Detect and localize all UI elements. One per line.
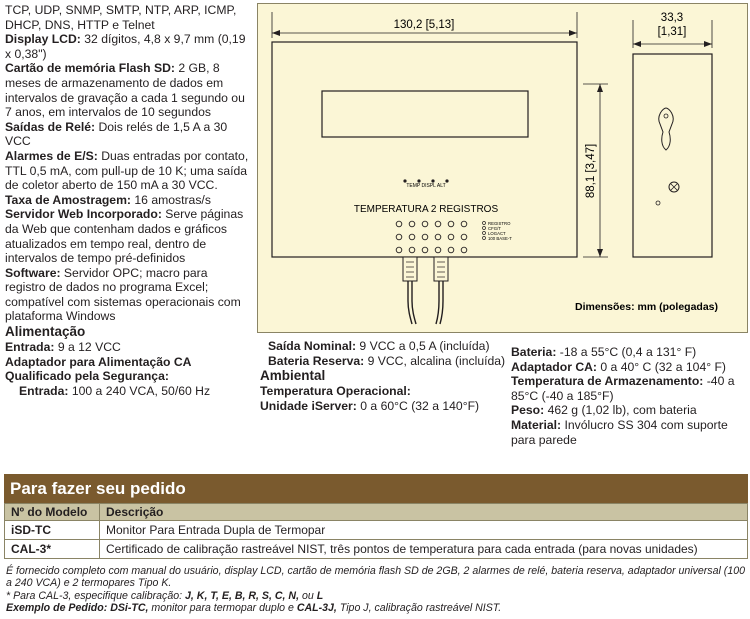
side-label-1: REGISTRO bbox=[488, 221, 511, 226]
adapter-input-spec: Entrada: 100 a 240 VCA, 50/60 Hz bbox=[19, 383, 211, 398]
lcd-window bbox=[322, 91, 528, 137]
footnotes bbox=[6, 565, 748, 615]
alarms-spec: Alarmes de E/S: Duas entradas por contato, TTL 0,5 mA, com pull-up de 10 K; uma saída de coletor aberto de 150 mA a 30 VCC. bbox=[5, 148, 249, 193]
order-section-title: Para fazer seu pedido bbox=[4, 474, 748, 503]
row-model: iSD-TC bbox=[5, 521, 100, 540]
safety-heading: Qualificado pela Segurança: bbox=[5, 369, 169, 384]
width-dim-label: 130,2 [5,13] bbox=[393, 19, 455, 31]
material-spec: Material: Invólucro SS 304 com suporte para parede bbox=[511, 417, 728, 447]
sampling-spec: Taxa de Amostragem: 16 amostras/s bbox=[5, 192, 211, 207]
arrow-up bbox=[597, 84, 603, 92]
panel-title: TEMPERATURA 2 REGISTROS bbox=[353, 204, 499, 215]
ac-adapter-spec: Adaptador CA: 0 a 40° C (32 a 104° F) bbox=[511, 359, 726, 374]
dimensions-note: Dimensões: mm (polegadas) bbox=[575, 301, 718, 313]
arrow-right bbox=[569, 30, 577, 36]
mid-spec-column bbox=[260, 339, 506, 413]
weight-spec: Peso: 462 g (1,02 lb), com bateria bbox=[511, 403, 697, 418]
height-dim-label: 88,1 [3,47] bbox=[585, 143, 597, 199]
arrow-left bbox=[272, 30, 280, 36]
arrow-depth-right bbox=[704, 41, 712, 47]
backup-battery-spec: Bateria Reserva: 9 VCC, alcalina (incluída) bbox=[268, 353, 506, 368]
side-label-3: LOGACT bbox=[488, 231, 506, 236]
thermocouple-connector-2 bbox=[434, 257, 448, 324]
cal-note: * Para CAL-3, especifique calibração: J, K, T, E, B, R, S, C, N, ou L bbox=[6, 589, 324, 602]
side-label-2: CFG/T bbox=[488, 226, 501, 231]
right-spec-column bbox=[511, 345, 747, 447]
protocols-text: TCP, UDP, SNMP, SMTP, NTP, ARP, ICMP, DHCP, DNS, HTTP e Telnet bbox=[5, 3, 237, 32]
display-spec: Display LCD: 32 dígitos, 4,8 x 9,7 mm (0,19 x 0,38") bbox=[5, 32, 246, 61]
iserver-unit-spec: Unidade iServer: 0 a 60°C (32 a 140°F) bbox=[260, 398, 480, 413]
order-table-header-row bbox=[5, 504, 748, 521]
depth-dim-label: 33,3 bbox=[660, 12, 684, 24]
led-4-icon bbox=[445, 179, 448, 182]
table-row bbox=[5, 521, 748, 540]
device-drawing-svg bbox=[258, 4, 747, 332]
storage-spec: Temperatura de Armazenamento: -40 a 85°C (-40 a 185°F) bbox=[511, 374, 735, 403]
relay-spec: Saídas de Relé: Dois relés de 1,5 A a 30 VCC bbox=[5, 119, 228, 149]
arrow-down bbox=[597, 249, 603, 257]
adapter-heading: Adaptador para Alimentação CA bbox=[5, 354, 192, 369]
op-temp-heading: Temperatura Operacional: bbox=[260, 384, 411, 399]
software-spec: Software: Servidor OPC; macro para registro de dados no programa Excel; compatível com sistemas operacionais com plataforma Windows bbox=[5, 265, 241, 324]
nominal-output-spec: Saída Nominal: 9 VCC a 0,5 A (incluída) bbox=[268, 339, 490, 353]
col-model-header: Nº do Modelo bbox=[5, 504, 100, 521]
row-model: CAL-3* bbox=[5, 540, 100, 559]
arrow-depth-left bbox=[633, 41, 641, 47]
small-top-label: TEMP DISPL ALT bbox=[406, 183, 446, 189]
webserver-spec: Servidor Web Incorporado: Serve páginas da Web que contenham dados e gráficos atualizados em tempo real, dentro de intervalos de tempo pré-definidos bbox=[5, 207, 244, 266]
input-spec: Entrada: 9 a 12 VCC bbox=[5, 340, 121, 355]
table-row bbox=[5, 540, 748, 559]
order-table bbox=[4, 503, 748, 559]
front-view-outline bbox=[272, 42, 577, 257]
env-heading: Ambiental bbox=[260, 368, 326, 384]
example-note: Exemplo de Pedido: DSi-TC, monitor para termopar duplo e CAL-3J, Tipo J, calibração rastreável NIST. bbox=[6, 602, 502, 615]
power-heading: Alimentação bbox=[5, 324, 86, 340]
side-view-outline bbox=[633, 54, 712, 257]
flash-spec: Cartão de memória Flash SD: 2 GB, 8 meses de armazenamento de dados em intervalos de gravação a cada 1 segundo ou 7 anos, em intervalos de 10 segundos bbox=[5, 61, 245, 120]
side-label-4: 100 BASE-T bbox=[488, 236, 512, 241]
thermocouple-connector-1 bbox=[403, 257, 417, 324]
dimension-drawing bbox=[257, 3, 748, 333]
col-desc-header: Descrição bbox=[100, 504, 748, 521]
depth-dim-label-in: [1,31] bbox=[657, 26, 687, 38]
left-spec-column bbox=[5, 3, 250, 398]
row-desc: Certificado de calibração rastreável NIST, três pontos de temperatura para cada entrada (para novas unidades) bbox=[100, 540, 748, 559]
row-desc: Monitor Para Entrada Dupla de Termopar bbox=[100, 521, 748, 540]
battery-spec: Bateria: -18 a 55°C (0,4 a 131° F) bbox=[511, 345, 697, 359]
included-note: É fornecido completo com manual do usuário, display LCD, cartão de memória flash SD de 2GB, 2 alarmes de relé, bateria reserva, adaptador universal (100 a 240 VCA) e 2 termopares Tipo K. bbox=[6, 565, 745, 590]
